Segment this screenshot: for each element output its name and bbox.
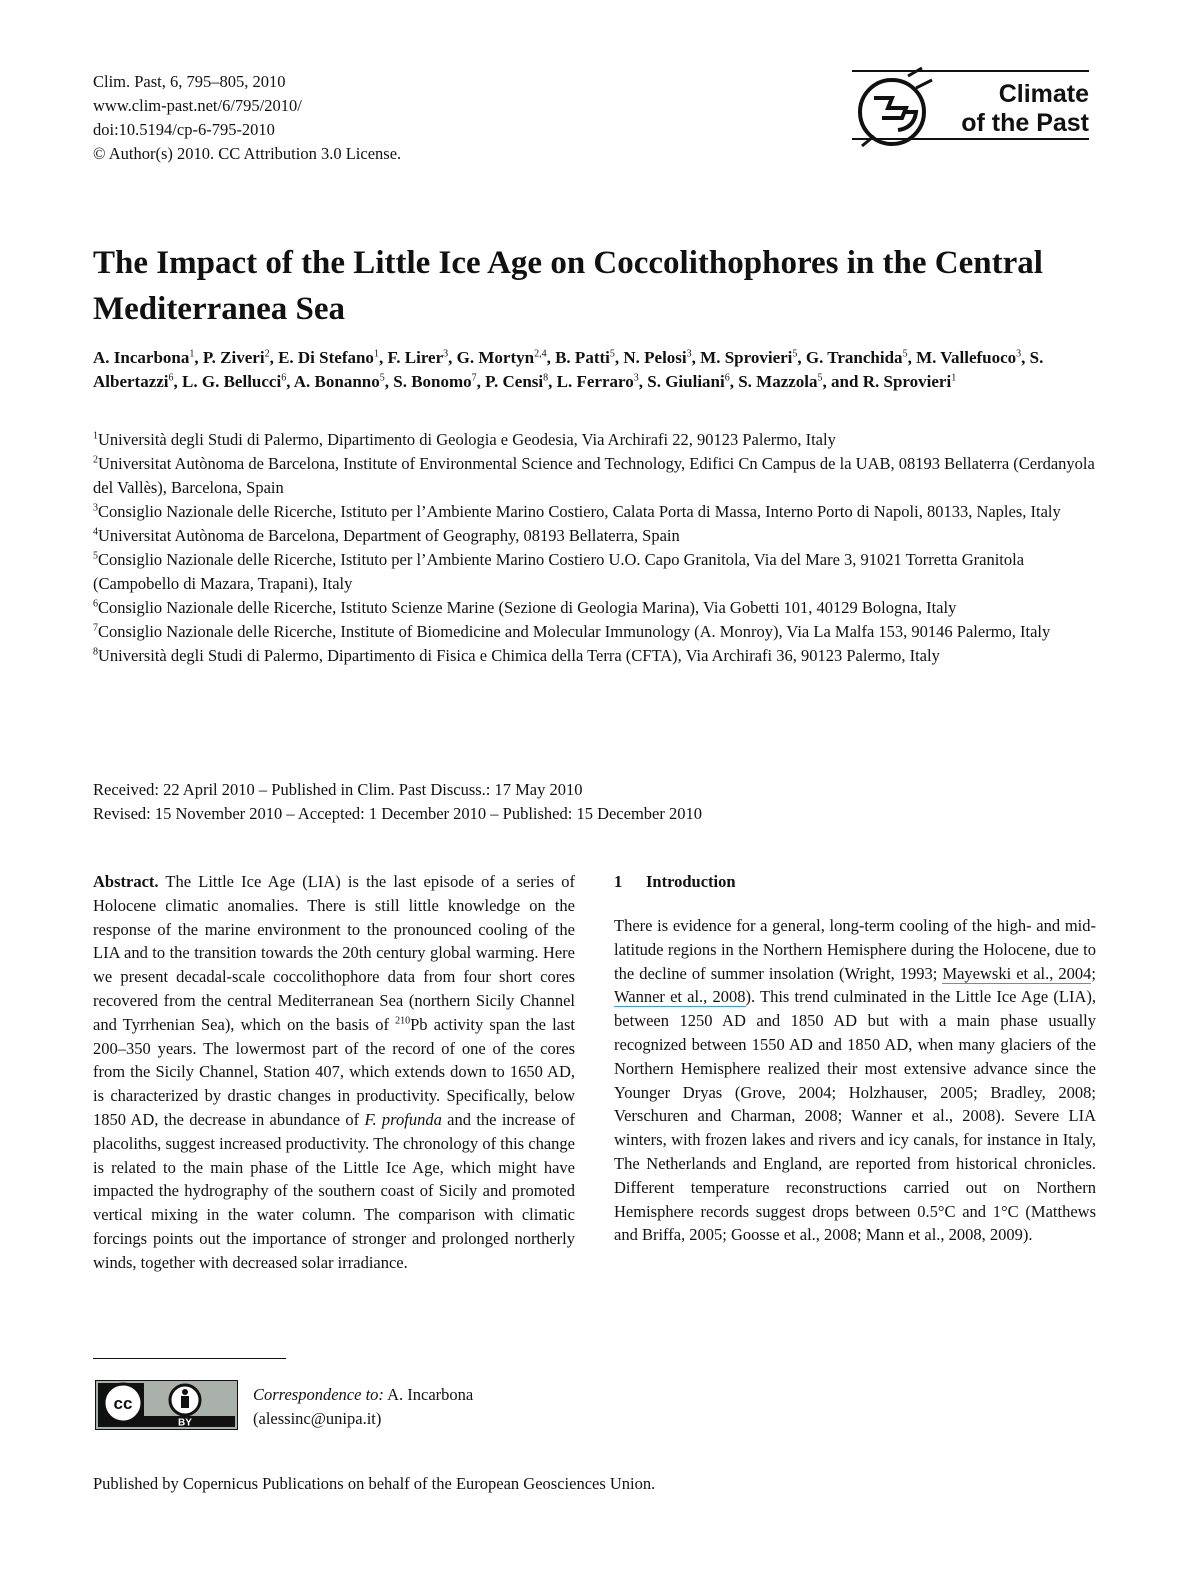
affiliation-item [93, 644, 1108, 668]
author-name: F. Lirer [387, 348, 444, 367]
author-affiliation-mark: 3 [1016, 348, 1022, 360]
author-name: A. Bonanno [293, 372, 380, 391]
abstract [93, 870, 575, 1275]
affiliation-number: 2 [93, 454, 98, 466]
doi-line[interactable]: doi:10.5194/cp-6-795-2010 [93, 120, 275, 139]
author-name: S. Giuliani [647, 372, 725, 391]
citation-header [93, 70, 401, 166]
author-name: P. Censi [485, 372, 544, 391]
abstract-text-3: and the increase of placoliths, suggest increased productivity. The chronology of this change is related to the main phase of the Little Ice Age, which might have impacted the hydrography of the southern coast of Sicily and promoted vertical mixing in the water column. The comparison with climatic forcings points out the importance of stronger and prolonged northerly winds, together with decreased solar irradiance. [93, 1109, 575, 1272]
correspondence-note [253, 1383, 473, 1431]
author-affiliation-mark: 5 [902, 348, 908, 360]
journal-name-line2: of the Past [961, 109, 1089, 137]
author-affiliation-mark: 3 [633, 372, 639, 384]
journal-name-line1: Climate [998, 80, 1089, 108]
affiliation-text: Consiglio Nazionale delle Ricerche, Istituto per l’Ambiente Marino Costiero U.O. Capo Granitola, Via del Mare 3, 91021 Torretta Granitola (Campobello di Mazara, Trapani), Italy [93, 550, 1025, 593]
isotope-element: Pb [410, 1014, 428, 1034]
isotope-mass-number: 210 [395, 1015, 411, 1027]
affiliation-item [93, 452, 1108, 500]
author-affiliation-mark: 2 [264, 348, 270, 360]
author-name: S. Bonomo [393, 372, 472, 391]
affiliation-item [93, 500, 1108, 524]
affiliation-text: Universitat Autònoma de Barcelona, Institute of Environmental Science and Technology, Edifici Cn Campus de la UAB, 08193 Bellaterra (Cerdanyola del Vallès), Barcelona, Spain [93, 454, 1095, 497]
author-affiliation-mark: 3 [443, 348, 449, 360]
abstract-text-2: activity span the last 200–350 years. The lowermost part of the record of one of the cores from the Sicily Channel, Station 407, which extends down to 1650 AD, is characterized by drastic changes in productivity. Specifically, below 1850 AD, the decrease in abundance of [93, 1014, 575, 1129]
affiliation-number: 7 [93, 622, 98, 634]
cc-by-label: BY [178, 1417, 192, 1429]
author-affiliation-mark: 1 [189, 348, 195, 360]
author-affiliation-mark: 5 [792, 348, 798, 360]
author-name: R. Sprovieri [862, 372, 952, 391]
dates-line-1: Received: 22 April 2010 – Published in Clim. Past Discuss.: 17 May 2010 [93, 780, 583, 799]
affiliation-item [93, 428, 1108, 452]
section-number: 1 [614, 872, 623, 891]
footnote-separator [93, 1358, 286, 1359]
author-name: B. Patti [555, 348, 610, 367]
abstract-label: Abstract. [93, 872, 159, 891]
affiliation-item [93, 524, 1108, 548]
author-list: A. Incarbona$^1$, P. Ziveri$^2$, E. Di Stefano$^1$, F. Lirer$^3$, G. Mortyn$^{2,4}$, B. Patti$^5$, N. Pelosi$^3$, M. Sprovieri$^5$, G. Tranchida$^5$, M. Vallefuoco$^3$, S. Albertazzi$^6$, L. G. Bellucci$^6$, A. Bonanno$^5$, S. Bonomo$^7$, P. Censi$^8$, L. Ferraro$^3$, S. Giuliani$^6$, S. Mazzola$^5$, and R. Sprovieri$^1$ [93, 348, 1044, 391]
egu-logo-icon [852, 66, 942, 156]
journal-logo [852, 66, 1102, 156]
affiliation-number: 3 [93, 502, 98, 514]
affiliation-text: Consiglio Nazionale delle Ricerche, Institute of Biomedicine and Molecular Immunology (A. Monroy), Via La Malfa 153, 90146 Palermo, Italy [98, 622, 1051, 641]
publication-dates [93, 778, 702, 826]
affiliation-text: Università degli Studi di Palermo, Dipartimento di Fisica e Chimica della Terra (CFTA), Via Archirafi 36, 90123 Palermo, Italy [98, 646, 940, 665]
author-name: N. Pelosi [623, 348, 687, 367]
author-affiliation-mark: 6 [724, 372, 730, 384]
intro-text-2: ). This trend culminated in the Little Ice Age (LIA), between 1250 AD and 1850 AD but with a main phase usually recognized between 1550 AD and 1850 AD, when many glaciers of the Northern Hemisphere realized their most extensive advance since the Younger Dryas (Grove, 2004; Holzhauser, 2005; Bradley, 2008; Verschuren and Charman, 2008; Wanner et al., 2008). Severe LIA winters, with frozen lakes and rivers and icy canals, for instance in Italy, The Netherlands and England, are reported from historical chronicles. Different temperature reconstructions carried out on Northern Hemisphere records suggest drops between 0.5°C and 1°C (Matthews and Briffa, 2005; Goosse et al., 2008; Mann et al., 2008, 2009). [614, 987, 1097, 1245]
author-name: E. Di Stefano [278, 348, 374, 367]
author-affiliation-mark: 2,4 [534, 348, 547, 360]
author-affiliation-mark: 5 [609, 348, 615, 360]
affiliation-text: Consiglio Nazionale delle Ricerche, Istituto per l’Ambiente Marino Costiero, Calata Porta di Massa, Interno Porto di Napoli, 80133, Naples, Italy [98, 502, 1061, 521]
species-name: F. profunda [364, 1109, 442, 1129]
affiliation-list [93, 428, 1108, 668]
author-affiliation-mark: 6 [168, 372, 174, 384]
affiliation-number: 8 [93, 646, 98, 658]
dates-line-2: Revised: 15 November 2010 – Accepted: 1 December 2010 – Published: 15 December 2010 [93, 804, 702, 823]
author-affiliation-mark: 5 [379, 372, 385, 384]
author-affiliation-mark: 8 [543, 372, 549, 384]
journal-name [961, 80, 1089, 138]
affiliation-number: 4 [93, 526, 98, 538]
svg-text:cc: cc [113, 1394, 133, 1413]
author-name: A. Incarbona [93, 348, 190, 367]
author-name: S. Albertazzi [93, 348, 1044, 391]
affiliation-item [93, 620, 1108, 644]
affiliation-number: 5 [93, 550, 98, 562]
introduction-section [614, 870, 1096, 1247]
abstract-text-1: The Little Ice Age (LIA) is the last episode of a series of Holocene climatic anomalies. There is still little knowledge on the response of the marine environment to the pronounced cooling of the LIA and to the transition towards the 20th century global warming. Here we present decadal-scale coccolithophore data from four short cores recovered from the central Mediterranean Sea (northern Sicily Channel and Tyrrhenian Sea), which on the basis of [93, 872, 576, 1034]
author-name: M. Vallefuoco [916, 348, 1017, 367]
affiliation-number: 1 [93, 430, 98, 442]
citation-separator: ; [1091, 963, 1096, 983]
author-affiliation-mark: 1 [373, 348, 379, 360]
section-heading [614, 870, 1096, 894]
citation-line: Clim. Past, 6, 795–805, 2010 [93, 72, 286, 91]
correspondence-email[interactable]: (alessinc@unipa.it) [253, 1409, 382, 1428]
correspondence-name: A. Incarbona [387, 1385, 474, 1404]
author-name: M. Sprovieri [700, 348, 793, 367]
logo-bottom-rule [852, 138, 1089, 140]
paper-title: The Impact of the Little Ice Age on Coccolithophores in the Central Mediterranea Sea [93, 245, 1043, 327]
author-name: L. G. Bellucci [182, 372, 282, 391]
author-name: G. Tranchida [805, 348, 903, 367]
affiliation-text: Università degli Studi di Palermo, Dipartimento di Geologia e Geodesia, Via Archirafi 22, 90123 Palermo, Italy [98, 430, 836, 449]
cc-by-icon [95, 1380, 238, 1430]
intro-text-1: There is evidence for a general, long-term cooling of the high- and mid-latitude regions in the Northern Hemisphere during the Holocene, due to the decline of summer insolation (Wright, 1993; [614, 916, 1096, 983]
author-affiliation-mark: 7 [471, 372, 477, 384]
affiliation-number: 6 [93, 598, 98, 610]
author-affiliation-mark: 5 [817, 372, 823, 384]
affiliation-item [93, 548, 1108, 596]
citation-link-mayewski[interactable]: Mayewski et al., 2004 [942, 963, 1092, 983]
author-name: L. Ferraro [556, 372, 634, 391]
affiliation-item [93, 596, 1108, 620]
author-name: S. Mazzola [738, 372, 818, 391]
correspondence-label: Correspondence to: [253, 1385, 384, 1404]
license-line: © Author(s) 2010. CC Attribution 3.0 License. [93, 144, 402, 163]
citation-link-wanner[interactable]: Wanner et al., 2008 [614, 987, 746, 1007]
introduction-paragraph [614, 914, 1096, 1247]
author-name: G. Mortyn [456, 348, 535, 367]
cc-by-badge[interactable] [95, 1380, 238, 1430]
author-affiliation-mark: 6 [281, 372, 287, 384]
author-affiliation-mark: 1 [951, 372, 957, 384]
article-url[interactable]: www.clim-past.net/6/795/2010/ [93, 96, 302, 115]
affiliation-text: Consiglio Nazionale delle Ricerche, Istituto Scienze Marine (Sezione di Geologia Marina), Via Gobetti 101, 40129 Bologna, Italy [98, 598, 957, 617]
section-title: Introduction [646, 872, 736, 891]
publisher-footer: Published by Copernicus Publications on behalf of the European Geosciences Union. [93, 1474, 656, 1493]
author-affiliation-mark: 3 [686, 348, 692, 360]
author-name: P. Ziveri [202, 348, 265, 367]
affiliation-text: Universitat Autònoma de Barcelona, Department of Geography, 08193 Bellaterra, Spain [98, 526, 680, 545]
